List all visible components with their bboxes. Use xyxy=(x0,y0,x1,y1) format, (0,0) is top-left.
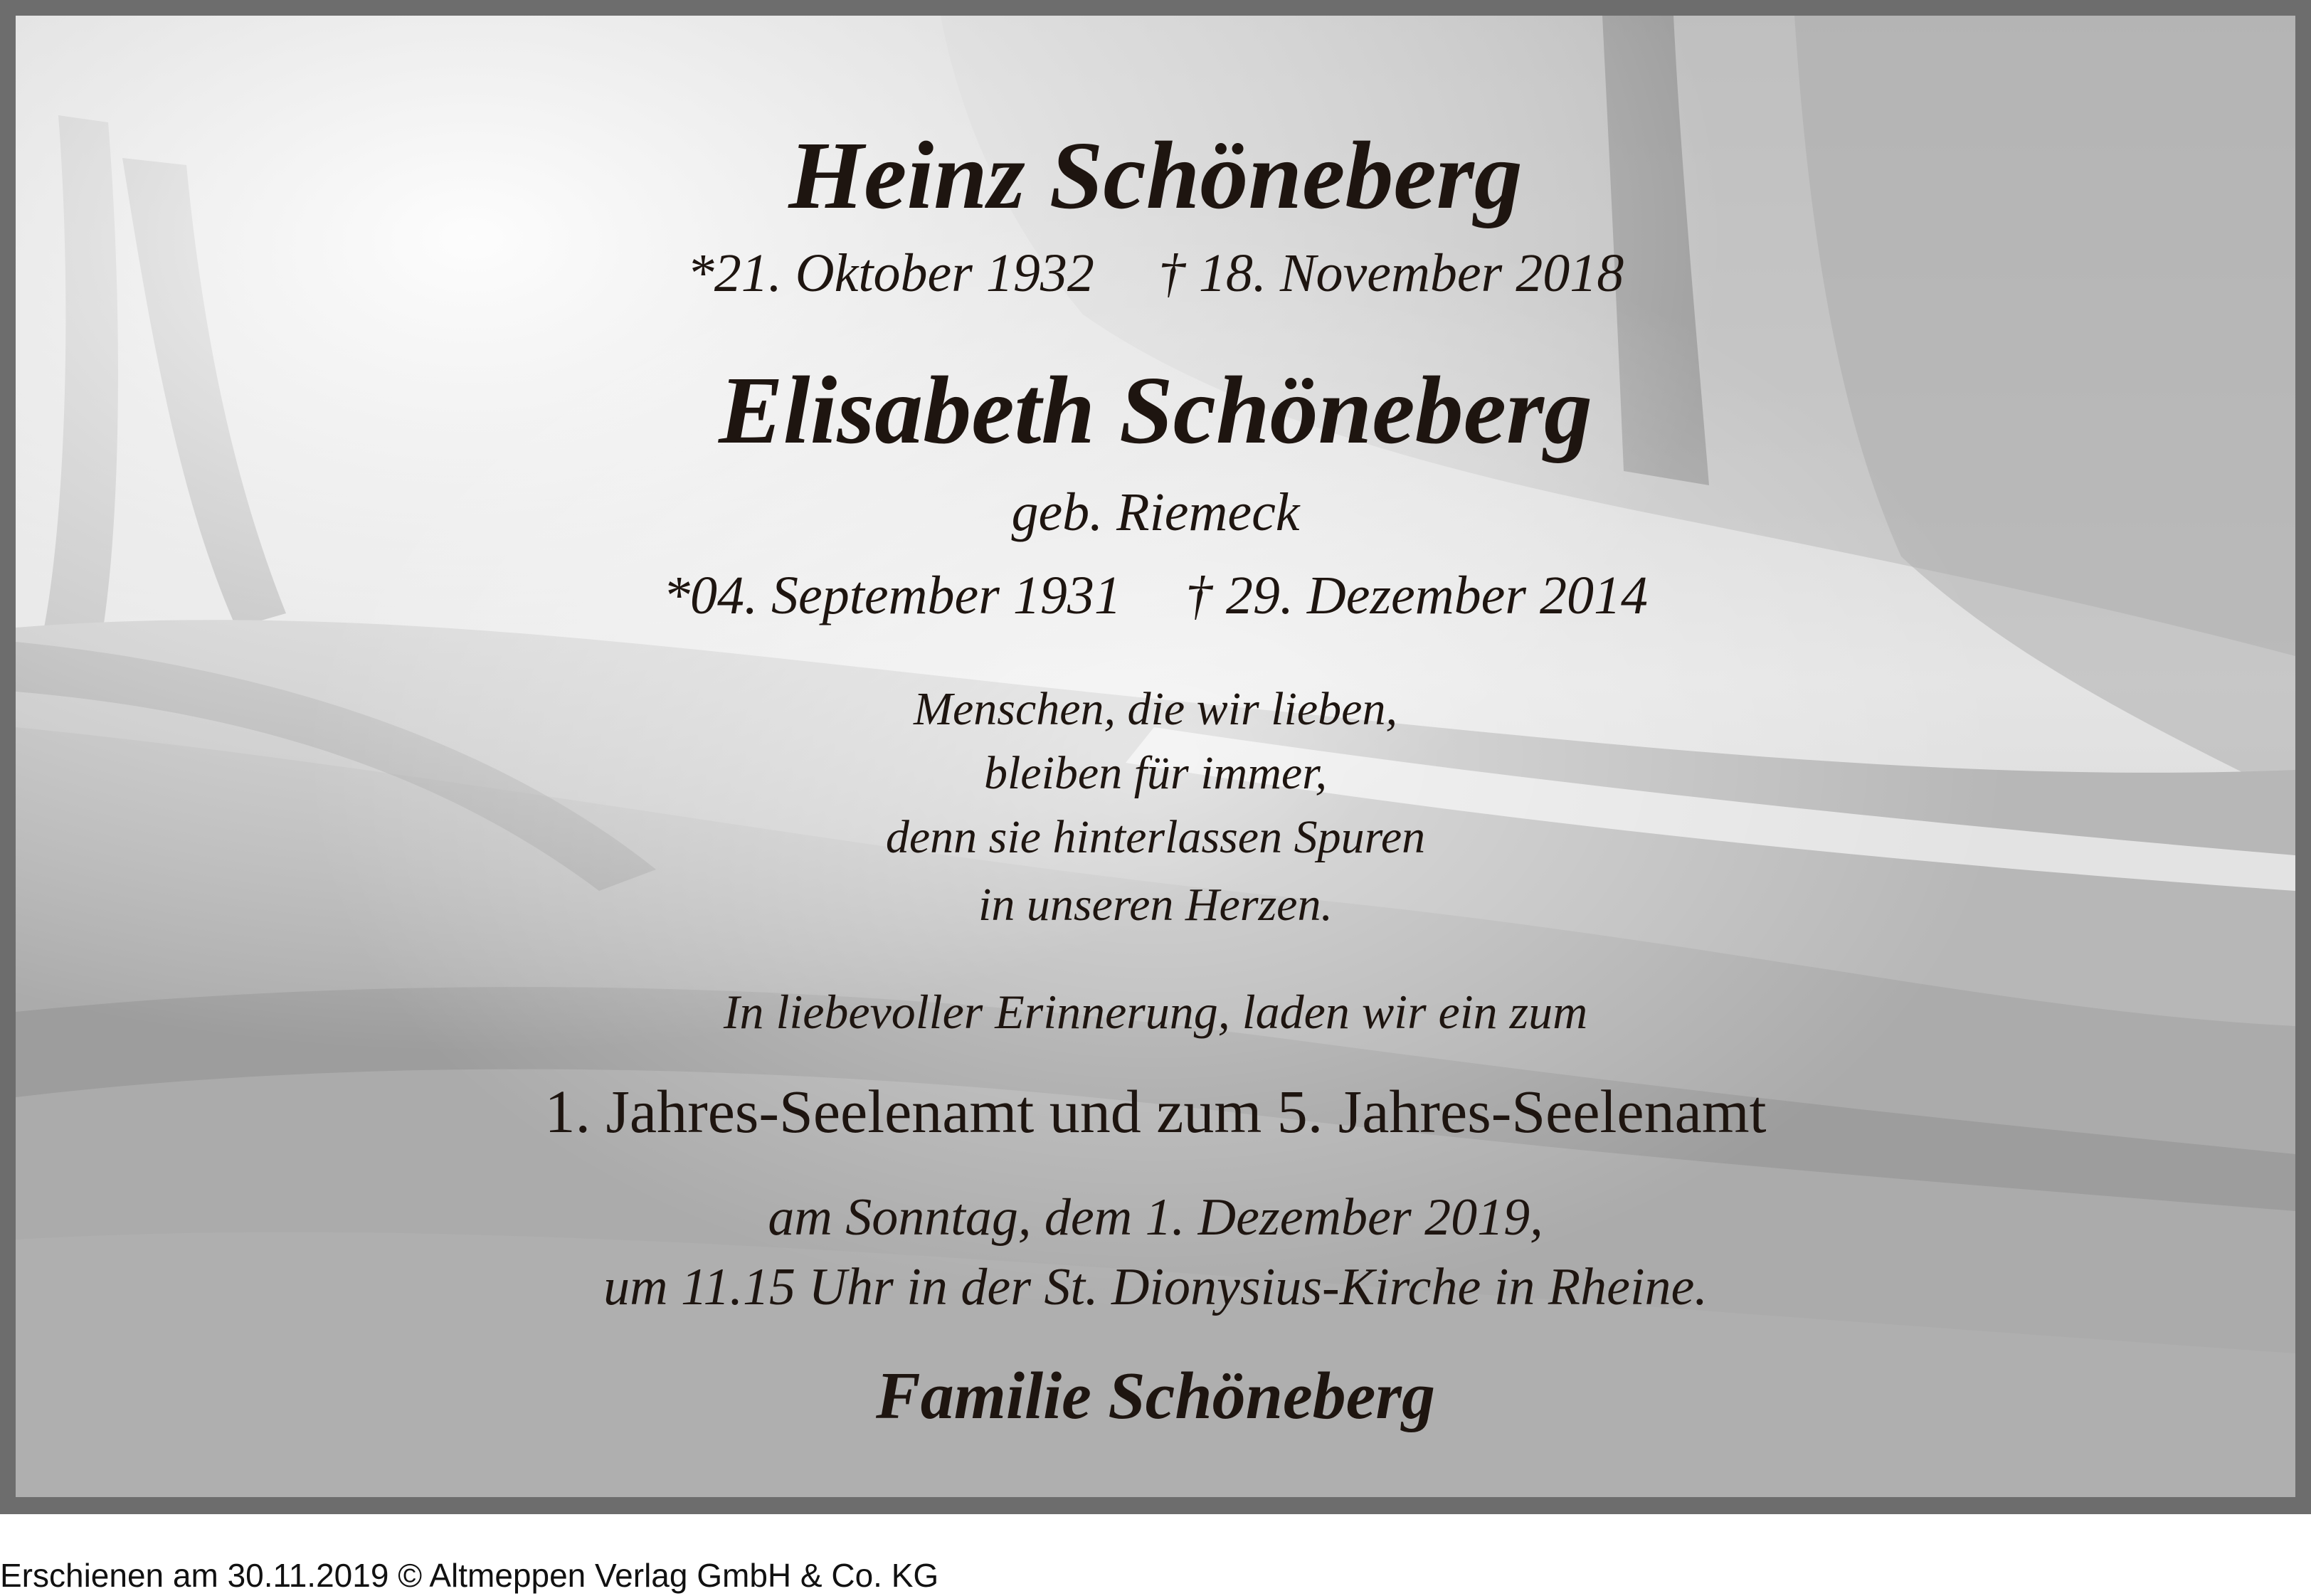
memorial-mass-title: 1. Jahres-Seelenamt und zum 5. Jahres-Seelenamt xyxy=(544,1077,1767,1146)
maiden-name-elisabeth: geb. Riemeck xyxy=(1011,482,1300,542)
obituary-panel xyxy=(16,16,2295,1497)
life-dates-heinz xyxy=(16,241,2295,305)
poem-line-1: Menschen, die wir lieben, xyxy=(914,683,1397,735)
deceased-name-heinz: Heinz Schöneberg xyxy=(788,122,1523,229)
event-date: am Sonntag, dem 1. Dezember 2019, xyxy=(768,1188,1543,1247)
birth-date-elisabeth: *04. September 1931 xyxy=(663,566,1121,625)
birth-date-heinz: *21. Oktober 1932 xyxy=(687,243,1094,303)
family-signature: Familie Schöneberg xyxy=(876,1359,1435,1433)
poem-line-3: denn sie hinterlassen Spuren xyxy=(885,811,1426,863)
deceased-name-elisabeth: Elisabeth Schöneberg xyxy=(719,357,1592,464)
publication-footer: Erschienen am 30.11.2019 © Altmeppen Verlag GmbH & Co. KG xyxy=(0,1557,939,1594)
poem-line-4: in unseren Herzen. xyxy=(978,879,1333,931)
poem-line-2: bleiben für immer, xyxy=(983,747,1328,799)
death-date-elisabeth: † 29. Dezember 2014 xyxy=(1185,566,1648,625)
life-dates-elisabeth xyxy=(16,564,2295,628)
invitation-text: In liebevoller Erinnerung, laden wir ein zum xyxy=(723,985,1588,1039)
obituary-text xyxy=(16,16,2295,1497)
event-location: um 11.15 Uhr in der St. Dionysius-Kirche in Rheine. xyxy=(603,1258,1708,1316)
death-date-heinz: † 18. November 2018 xyxy=(1158,243,1624,303)
